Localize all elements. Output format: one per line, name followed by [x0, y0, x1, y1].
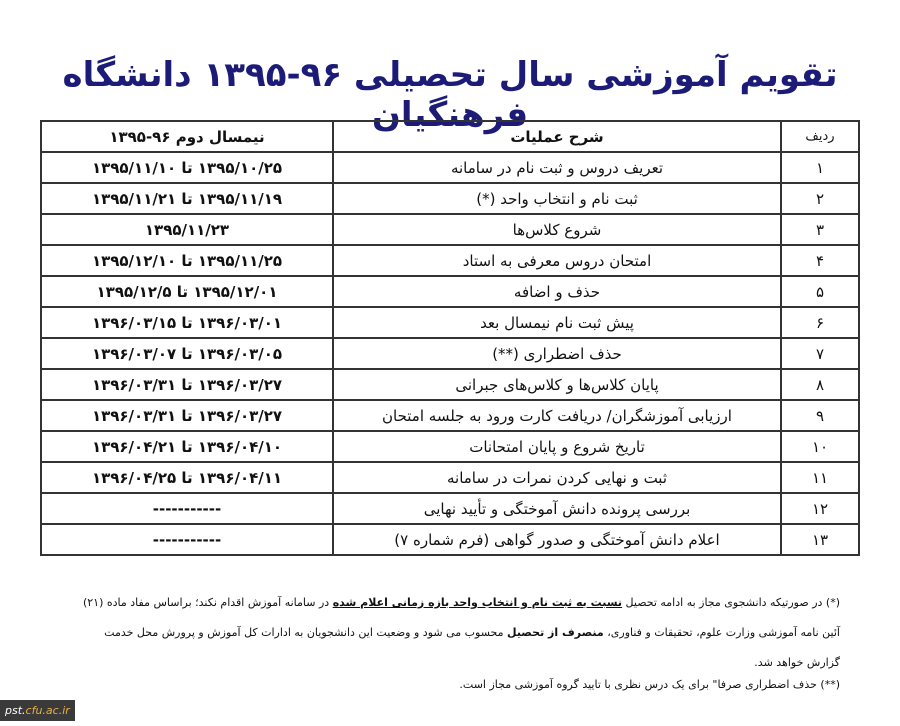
row-date: ۱۳۹۵/۱۱/۱۹ تا ۱۳۹۵/۱۱/۲۱: [41, 183, 333, 214]
row-description: ارزیابی آموزشگران/ دریافت کارت ورود به جلسه امتحان: [333, 400, 781, 431]
header-date: نیمسال دوم ۹۶-۱۳۹۵: [41, 121, 333, 152]
table-row: [41, 400, 859, 431]
row-number: ۵: [781, 276, 859, 307]
footnote-2: (**) حذف اضطراری صرفا" برای یک درس نظری با تایید گروه آموزشی مجاز است.: [459, 678, 840, 691]
footnote-1-text-a: (*) در صورتیکه دانشجوی مجاز به ادامه تحصیل: [622, 596, 840, 609]
row-date: ۱۳۹۶/۰۴/۱۰ تا ۱۳۹۶/۰۴/۲۱: [41, 431, 333, 462]
table-row: [41, 493, 859, 524]
footnote-1-text-e: محسوب می شود و وضعیت این دانشجویان به ادارات کل آموزش و پرورش محل خدمت گزارش خواهد شد.: [104, 626, 840, 669]
table-row: [41, 214, 859, 245]
row-date: ۱۳۹۵/۱۱/۲۳: [41, 214, 333, 245]
footnote-1-text-d: منصرف از تحصیل: [507, 626, 604, 639]
table-row: [41, 462, 859, 493]
row-number: ۸: [781, 369, 859, 400]
row-number: ۴: [781, 245, 859, 276]
row-description: حذف و اضافه: [333, 276, 781, 307]
row-date: ۱۳۹۶/۰۳/۲۷ تا ۱۳۹۶/۰۳/۳۱: [41, 400, 333, 431]
table-row: [41, 245, 859, 276]
row-date: ۱۳۹۶/۰۳/۲۷ تا ۱۳۹۶/۰۳/۳۱: [41, 369, 333, 400]
row-date: ۱۳۹۵/۱۲/۰۱ تا ۱۳۹۵/۱۲/۵: [41, 276, 333, 307]
row-description: پیش ثبت نام نیمسال بعد: [333, 307, 781, 338]
header-description: شرح عملیات: [333, 121, 781, 152]
row-description: حذف اضطراری (**): [333, 338, 781, 369]
table-row: [41, 152, 859, 183]
watermark-domain: cfu.ac.ir: [25, 704, 70, 717]
row-date: ۱۳۹۵/۱۱/۲۵ تا ۱۳۹۵/۱۲/۱۰: [41, 245, 333, 276]
row-description: بررسی پرونده دانش آموختگی و تأیید نهایی: [333, 493, 781, 524]
row-number: ۱: [781, 152, 859, 183]
row-description: امتحان دروس معرفی به استاد: [333, 245, 781, 276]
table-row: [41, 307, 859, 338]
table-row: [41, 338, 859, 369]
row-number: ۳: [781, 214, 859, 245]
row-date: ۱۳۹۶/۰۴/۱۱ تا ۱۳۹۶/۰۴/۲۵: [41, 462, 333, 493]
row-description: تاریخ شروع و پایان امتحانات: [333, 431, 781, 462]
row-date: ۱۳۹۵/۱۰/۲۵ تا ۱۳۹۵/۱۱/۱۰: [41, 152, 333, 183]
row-description: ثبت و نهایی کردن نمرات در سامانه: [333, 462, 781, 493]
watermark-link[interactable]: [0, 700, 75, 721]
row-description: ثبت نام و انتخاب واحد (*): [333, 183, 781, 214]
row-number: ۲: [781, 183, 859, 214]
footnote-1: [80, 588, 840, 678]
table-row: [41, 524, 859, 555]
row-number: ۱۱: [781, 462, 859, 493]
row-number: ۷: [781, 338, 859, 369]
row-date: -----------: [41, 524, 333, 555]
table-row: [41, 183, 859, 214]
row-date: ۱۳۹۶/۰۳/۰۵ تا ۱۳۹۶/۰۳/۰۷: [41, 338, 333, 369]
table-row: [41, 276, 859, 307]
table-header-row: [41, 121, 859, 152]
row-description: تعریف دروس و ثبت نام در سامانه: [333, 152, 781, 183]
row-number: ۱۰: [781, 431, 859, 462]
table-row: [41, 431, 859, 462]
row-description: شروع کلاس‌ها: [333, 214, 781, 245]
row-number: ۶: [781, 307, 859, 338]
footnote-1-text-c: در سامانه آموزش اقدام نکند؛ براساس مفاد ماده (۲۱) آئین نامه آموزشی وزارت علوم، تحقیقات و فناوری،: [82, 596, 840, 639]
row-number: ۱۳: [781, 524, 859, 555]
row-description: پایان کلاس‌ها و کلاس‌های جبرانی: [333, 369, 781, 400]
table-row: [41, 369, 859, 400]
footnote-1-text-b: نسبت به ثبت نام و انتخاب واحد بازه زمانی اعلام شده: [332, 596, 623, 609]
row-date: -----------: [41, 493, 333, 524]
row-number: ۹: [781, 400, 859, 431]
calendar-table: [40, 120, 860, 556]
page-title: تقویم آموزشی سال تحصیلی ۹۶-۱۳۹۵ دانشگاه فرهنگیان: [62, 55, 838, 135]
row-date: ۱۳۹۶/۰۳/۰۱ تا ۱۳۹۶/۰۳/۱۵: [41, 307, 333, 338]
row-description: اعلام دانش آموختگی و صدور گواهی (فرم شماره ۷): [333, 524, 781, 555]
row-number: ۱۲: [781, 493, 859, 524]
header-row-number: ردیف: [781, 121, 859, 152]
watermark-prefix: pst.: [5, 704, 26, 717]
